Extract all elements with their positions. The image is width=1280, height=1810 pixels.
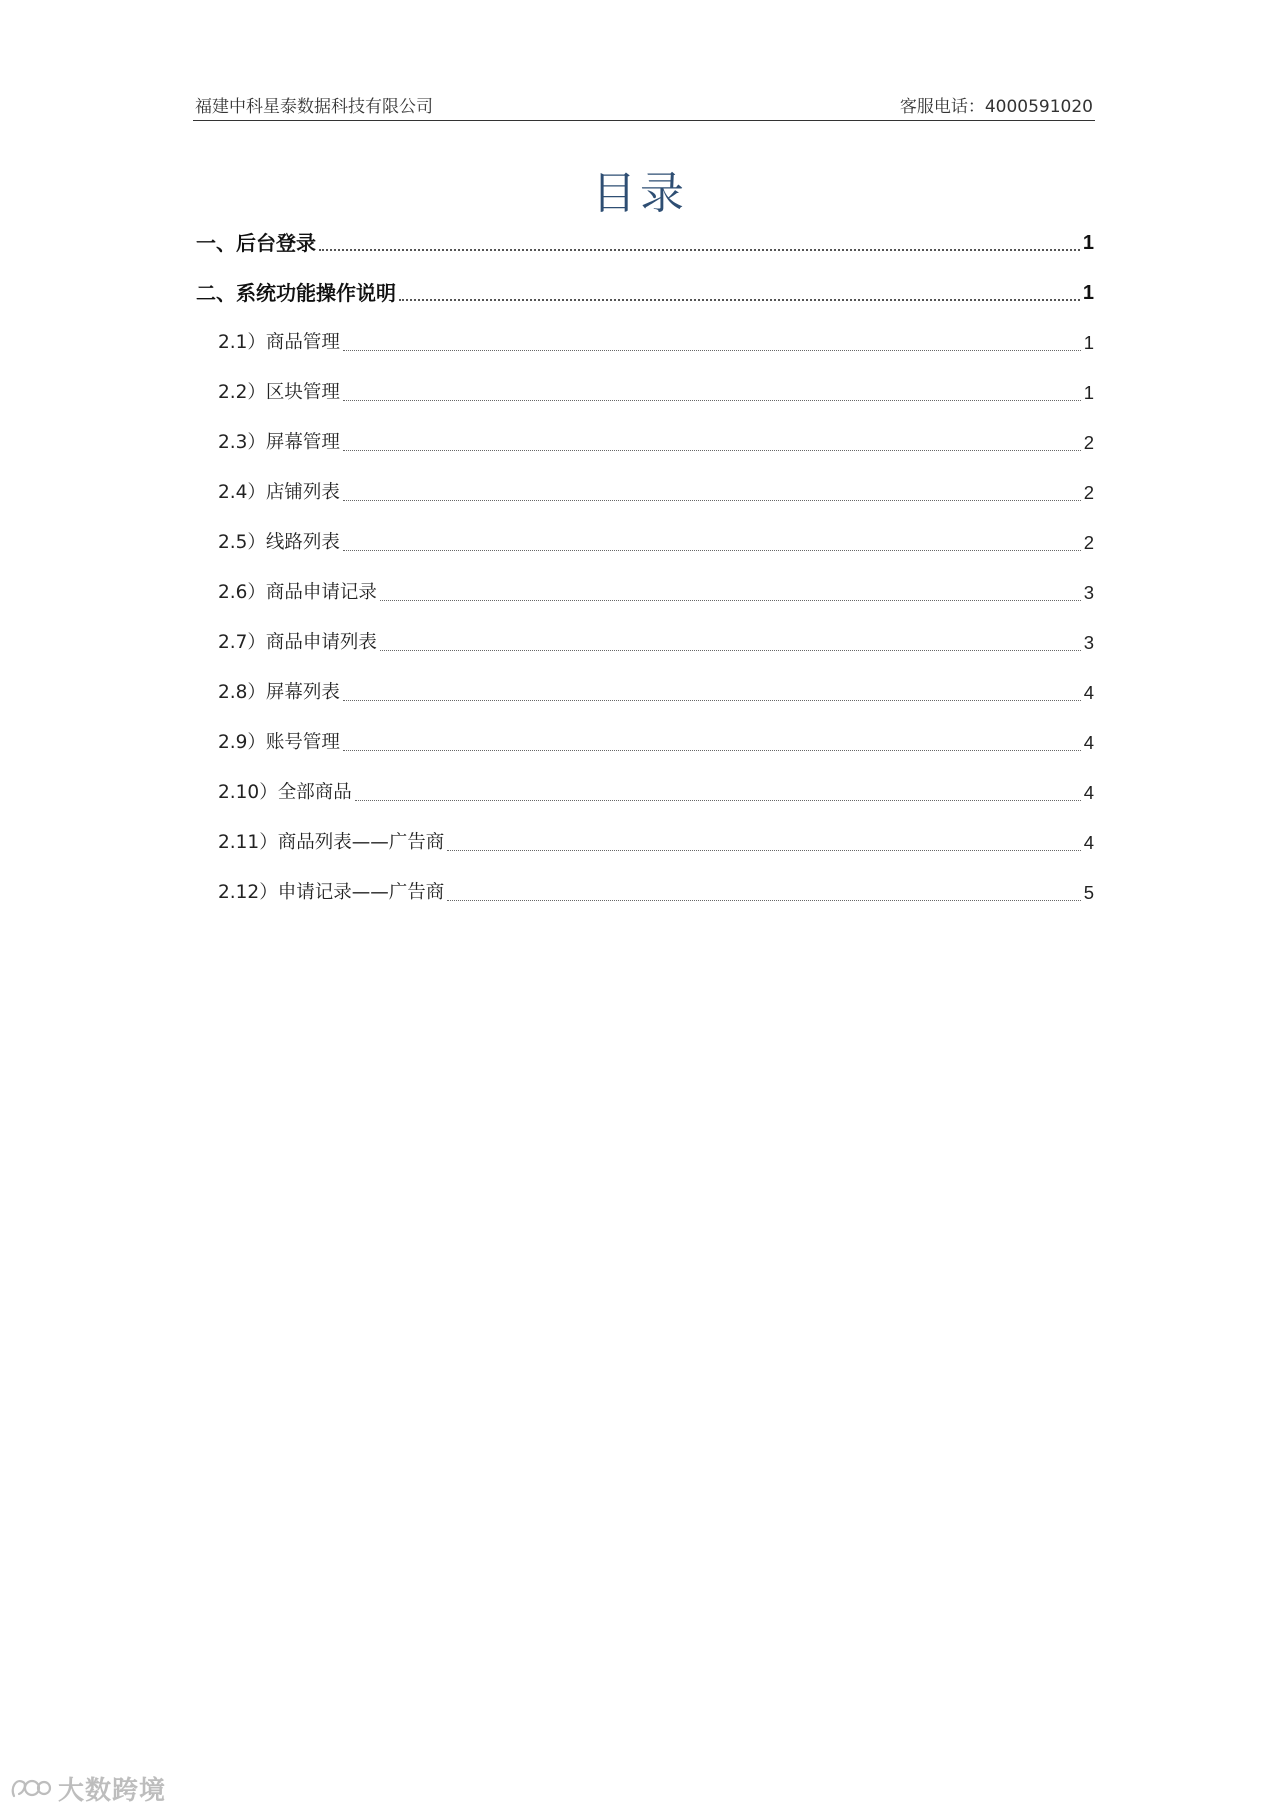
toc-entry[interactable] xyxy=(218,478,1094,508)
toc-entry[interactable] xyxy=(218,628,1094,658)
toc-entry-label: 2.4）店铺列表 xyxy=(218,482,340,503)
toc-entry-page: 4 xyxy=(1083,832,1094,853)
toc-entry[interactable] xyxy=(218,678,1094,708)
watermark-text: 大数跨境 xyxy=(58,1775,167,1806)
toc-entry[interactable] xyxy=(218,728,1094,758)
company-name: 福建中科星泰数据科技有限公司 xyxy=(195,97,433,117)
watermark-logo-icon xyxy=(8,1774,52,1802)
toc-leader-dots xyxy=(343,349,1081,351)
toc-entry-page: 1 xyxy=(1082,282,1094,304)
toc-entry-label: 2.8）屏幕列表 xyxy=(218,682,340,703)
customer-service-phone: 客服电话：4000591020 xyxy=(899,97,1093,117)
toc-entry-page: 3 xyxy=(1083,582,1094,603)
toc-entry-page: 4 xyxy=(1083,782,1094,803)
toc-entry[interactable] xyxy=(218,828,1094,858)
toc-entry[interactable] xyxy=(218,528,1094,558)
toc-title: 目录 xyxy=(592,168,688,219)
toc-entry-page: 2 xyxy=(1083,532,1094,553)
toc-entry-label: 2.6）商品申请记录 xyxy=(218,582,377,603)
toc-entry-page: 3 xyxy=(1083,632,1094,653)
toc-leader-dots xyxy=(447,899,1081,901)
toc-entry-label: 2.12）申请记录——广告商 xyxy=(218,882,445,903)
toc-entry-page: 1 xyxy=(1083,382,1094,403)
toc-entry-label: 2.10）全部商品 xyxy=(218,782,352,803)
toc-leader-dots xyxy=(380,649,1081,651)
toc-leader-dots xyxy=(447,849,1081,851)
toc-entry[interactable] xyxy=(196,278,1094,308)
toc-leader-dots xyxy=(380,599,1081,601)
toc-entry[interactable] xyxy=(218,878,1094,908)
toc-entry-label: 一、后台登录 xyxy=(196,231,316,255)
toc-entry-page: 4 xyxy=(1083,732,1094,753)
toc-entry-page: 2 xyxy=(1083,432,1094,453)
toc-leader-dots xyxy=(343,749,1081,751)
toc-entry-page: 5 xyxy=(1083,882,1094,903)
toc-entry[interactable] xyxy=(218,578,1094,608)
toc-entry-label: 2.5）线路列表 xyxy=(218,532,340,553)
toc-entry-label: 二、系统功能操作说明 xyxy=(196,281,396,305)
toc-entry[interactable] xyxy=(218,328,1094,358)
toc-leader-dots xyxy=(399,298,1080,301)
toc-leader-dots xyxy=(343,399,1081,401)
toc-leader-dots xyxy=(355,799,1081,801)
toc-entry-page: 1 xyxy=(1082,232,1094,254)
toc-leader-dots xyxy=(343,449,1081,451)
toc-entry-label: 2.3）屏幕管理 xyxy=(218,432,340,453)
toc-entry-label: 2.2）区块管理 xyxy=(218,382,340,403)
toc-leader-dots xyxy=(319,248,1080,251)
toc-entry-label: 2.1）商品管理 xyxy=(218,332,340,353)
toc-entry-page: 1 xyxy=(1083,332,1094,353)
toc-entry-label: 2.9）账号管理 xyxy=(218,732,340,753)
toc-entry-label: 2.11）商品列表——广告商 xyxy=(218,832,445,853)
toc-entry[interactable] xyxy=(218,428,1094,458)
toc-entry-page: 4 xyxy=(1083,682,1094,703)
toc-entry-label: 2.7）商品申请列表 xyxy=(218,632,377,653)
toc-leader-dots xyxy=(343,699,1081,701)
toc-leader-dots xyxy=(343,549,1081,551)
toc-entry[interactable] xyxy=(218,378,1094,408)
toc-entry-page: 2 xyxy=(1083,482,1094,503)
toc-leader-dots xyxy=(343,499,1081,501)
toc-entry[interactable] xyxy=(218,778,1094,808)
watermark xyxy=(8,1771,166,1805)
toc-entry[interactable] xyxy=(196,228,1094,258)
